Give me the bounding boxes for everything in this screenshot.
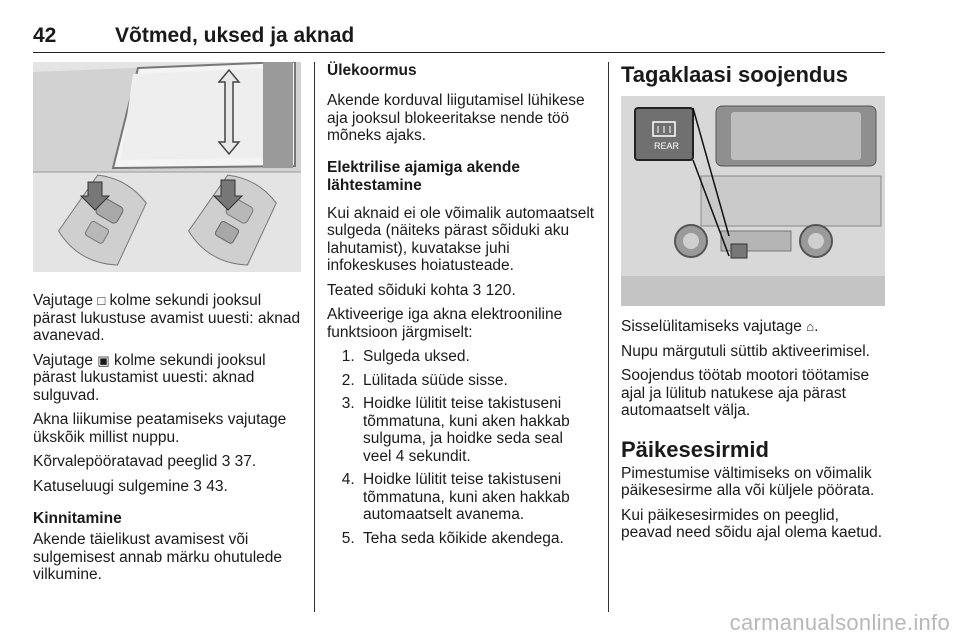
heading-overload: Ülekoormus (327, 62, 417, 79)
paragraph-activate: Aktiveerige iga akna elektrooniline funktsioon järgmiselt: (327, 306, 563, 341)
ref-arrow-icon: 3 (193, 477, 202, 495)
ref-arrow-icon: 3 (472, 281, 482, 299)
page-number: 42 (33, 24, 57, 47)
paragraph-close: Vajutage ▣ kolme sekundi jooksul pärast lukustamist uuesti: aknad sulguvad. (33, 351, 266, 404)
list-item: 3. Hoidke lülitit teise takistuseni tõmmatuna, kuni aken hakkab sulguma, ja hoidke seda seal veel 4 sekundit. (359, 395, 595, 465)
heading-sun-visors: Päikesesirmid (621, 436, 769, 462)
ref-arrow-icon: 3 (221, 453, 231, 470)
watermark: carmanualsonline.info (729, 610, 950, 635)
paragraph-sunroof-ref: Katuseluugi sulgemine 3 43. (33, 477, 228, 495)
window-key-drawing (33, 62, 301, 272)
paragraph-stop: Akna liikumise peatamiseks vajutage ükskõik millist nuppu. (33, 411, 287, 446)
paragraph-rear-activate: Sisselülitamiseks vajutage ⌂. (621, 318, 819, 335)
paragraph-heating-operation: Soojendus töötab mootori töötamise ajal ja lülitub natukese aja pärast automaatselt välja. (621, 367, 870, 419)
paragraph-open: Vajutage □ kolme sekundi jooksul pärast lukustuse avamist uuesti: aknad avanevad. (33, 292, 301, 344)
paragraph-overload: Akende korduval liigutamisel lühikese aja jooksul blokeeritakse nende töö mõneks ajaks. (327, 92, 585, 144)
paragraph-reset: Kui aknaid ei ole võimalik automaatselt sulgeda (näiteks pärast sõiduki aku lahutamist), kuvatakse juhi infokeskuses hoiatusteade. (327, 204, 595, 274)
paragraph-mirrors-ref: Kõrvalepööratavad peeglid 3 37. (33, 453, 257, 470)
column-divider (608, 62, 609, 612)
steps-list (327, 348, 595, 547)
page-header (33, 24, 885, 53)
paragraph-messages-ref: Teated sõiduki kohta 3 120. (327, 281, 516, 299)
paragraph-confirmation: Akende täielikust avamisest või sulgemisest annab märku ohutulede vilkumine. (33, 531, 283, 583)
heading-rear-window-heating: Tagaklaasi soojendus (621, 62, 849, 87)
rear-defrost-icon: ⌂ (806, 319, 815, 334)
list-item: 1. Sulgeda uksed. (359, 348, 595, 366)
list-item: 4. Hoidke lülitit teise takistuseni tõmmatuna, kuni aken hakkab automaatselt avanema. (359, 471, 595, 524)
lock-icon: ▣ (97, 352, 110, 368)
column-right (621, 62, 889, 549)
dashboard-illustration (621, 96, 885, 306)
column-middle (327, 62, 595, 554)
paragraph-visor-glare: Pimestumise vältimiseks on võimalik päikesesirme alla või küljele pöörata. (621, 464, 875, 499)
unlock-icon: □ (97, 293, 106, 308)
heading-kinnitamine: Kinnitamine (33, 510, 122, 527)
paragraph-indicator: Nupu märgutuli süttib aktiveerimisel. (621, 342, 870, 360)
page-title: Võtmed, uksed ja aknad (115, 24, 355, 47)
dashboard-drawing (621, 96, 885, 306)
rear-button-label: REAR (654, 141, 680, 151)
paragraph-visor-mirrors: Kui päikesesirmides on peeglid, peavad need sõidu ajal olema kaetud. (621, 506, 883, 541)
list-item: 5. Teha seda kõikide akendega. (359, 530, 595, 548)
heading-reset: Elektrilise ajamiga akende lähtestamine (327, 158, 520, 194)
column-divider (314, 62, 315, 612)
list-item: 2. Lülitada süüde sisse. (359, 372, 595, 390)
window-key-illustration (33, 62, 301, 272)
column-left (33, 62, 301, 591)
